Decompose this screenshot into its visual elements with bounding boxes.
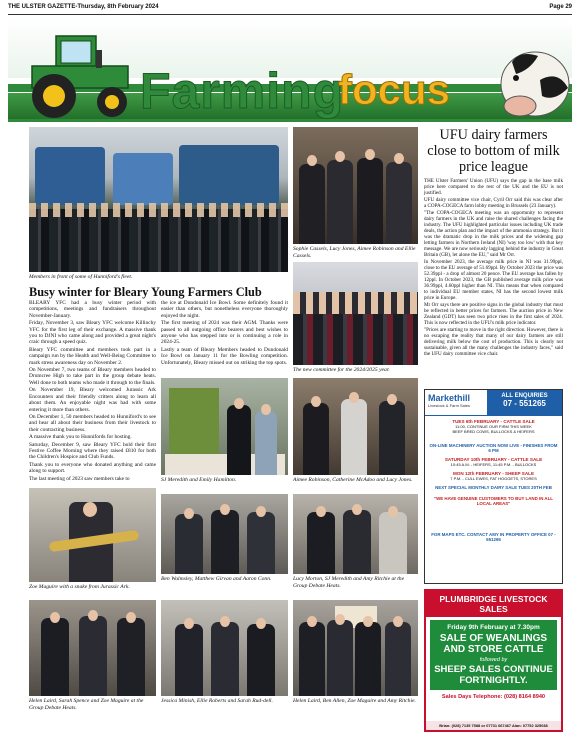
photo-ben-matthew-aaron bbox=[161, 494, 288, 574]
banner-title-farming: Farming bbox=[140, 63, 345, 119]
headline-ufu: UFU dairy farmers close to bottom of milk price league bbox=[427, 127, 560, 175]
plumbridge-contacts: Brian: (028) 7135 7588 or 07731 667467 Alan: 07752 325038 bbox=[426, 721, 561, 730]
page-header bbox=[8, 4, 572, 14]
farming-focus-banner bbox=[8, 18, 572, 122]
photo-jessica-ellie-sarah bbox=[161, 600, 288, 696]
plumbridge-sales-days: Sales Days Telephone: (028) 8164 8940 bbox=[441, 694, 546, 700]
photo-aimee-catherine-lucy bbox=[293, 378, 418, 475]
headline-bleary: Busy winter for Bleary Young Farmers Club bbox=[29, 285, 262, 299]
markethill-sale-list: TUES 6th FEBRUARY - CATTLE SALE 11:00, CONTINUE OUR FIRM THIS WEEK BEEF BRED COWS, BULLOCKS & HEIFERS ON-LINE MACHINERY AUCTION NOW LIVE - FINISHES FROM 6 PM SATURDAY 10th FEBRUARY - CATTLE SALE 10:45 A.M. - HEIFERS, 11:45 P.M. - BULLOCKS MON 12th FEBRUARY - SHEEP SALE 7 P.M. - CULL EWES, FAT HOGGETS, STORES NEXT SPECIAL MONTHLY DAIRY SALE TUES 20TH FEB "WE HAVE GENUINE CUSTOMERS TO BUY LAND IN ALL LOCAL AREAS" FOR MAPS ETC. CONTACT AMY IN PROPERTY OFFICE 07 - 551265 bbox=[429, 419, 558, 542]
banner-title-focus: focus bbox=[338, 66, 451, 113]
markethill-advert bbox=[424, 389, 563, 584]
caption-new-committee: The new committee for the 2024/2025 year. bbox=[293, 367, 390, 373]
bleary-article-col1: BLEARY YFC had a busy winter period with competitions, meetings and fundraisers throughout November-January. Friday, November 3, saw Bleary YFC welcome Killinchy YFC for the first leg of their exchange. A massive thank you to DJNI who came along and provided a great night's craic through a speed quiz. Bleary YFC committee and members took part in a campaign run by the Health and Well-Being Committee to mark stress awareness day on November 2. On November 7, two teams of Bleary members headed to Drumcree High to take part in the group debate heats. Well done to both teams who made it through to the finals. On November 19, Bleary welcomed Jurassic Ark Encounters and their friendly critters along to learn all about them. An enjoyable night was had with some entering it more than others. On December 1, 50 members headed to Hunniford's to see and hear all about their business from their livestock to their contracting business. A massive thank you to Hunnifords for hosting. Saturday, December 9, saw Bleary YFC hold their first Festive Coffee Morning where they raised £810 for both the Children's Hospice and Club Funds. Thank you to everyone who donated anything and came along to support. The last meeting of 2023 saw members take to bbox=[29, 300, 156, 482]
caption-sj-emily: SJ Meredith and Emily Hamilton. bbox=[161, 477, 237, 483]
caption-lucy-sj-amy: Lucy Morton, SJ Meredith and Amy Ritchie at the Group Debate Heats. bbox=[293, 576, 405, 589]
cow-illustration bbox=[490, 40, 572, 120]
caption-aimee-catherine-lucy: Aimee Robinson, Catherine McAdoo and Lucy Jones. bbox=[293, 477, 413, 483]
tractor-illustration bbox=[26, 28, 134, 120]
caption-four-girls: Sophie Cassels, Lucy Jones, Aimee Robinson and Ellie Cassels. bbox=[293, 246, 416, 259]
caption-helen-ben-zoe-amy: Helen Laird, Ben Allen, Zoe Maguire and Amy Ritchie. bbox=[293, 698, 416, 704]
photo-sj-emily bbox=[161, 378, 288, 475]
paper-name: THE ULSTER GAZETTE-Thursday, 8th February 2024 bbox=[8, 4, 159, 10]
photo-lucy-sj-amy bbox=[293, 494, 418, 574]
photo-members-fleet bbox=[29, 127, 288, 272]
page-number: Page 29 bbox=[549, 4, 572, 10]
photo-zoe-snake bbox=[29, 488, 156, 582]
caption-helen-sarah-zoe: Helen Laird, Sarah Spence and Zoe Maguire at the Group Debate Heats. bbox=[29, 698, 144, 711]
photo-helen-sarah-zoe bbox=[29, 600, 156, 696]
caption-jessica-ellie-sarah: Jessica Minish, Ellie Roberts and Sarah Rud-dell. bbox=[161, 698, 273, 704]
bleary-article-col2: the ice at Dundonald Ice Bowl. Some definitely found it easier than others, but nonetheless everyone thoroughly enjoyed the night. The first meeting of 2024 was their AGM. Thanks were passed to all outgoing office bearers and best wishes to anyone who has stepped into or is continuing a role in 2024-25. Lastly a team of Bleary Members headed to Dundonald Ice Bowl on January 11 for the Bowling competition. Unfortunately, Bleary missed out on striking the top spots. bbox=[161, 300, 288, 366]
photo-helen-ben-zoe-amy bbox=[293, 600, 418, 696]
markethill-enquiries: ALL ENQUIRIES 07 - 551265 bbox=[487, 390, 562, 415]
photo-four-girls bbox=[293, 127, 418, 244]
plumbridge-title: PLUMBRIDGE LIVESTOCK SALES bbox=[426, 591, 561, 617]
ufu-article: THE Ulster Farmers' Union (UFU) says the gap in the base milk price here compared to the rest of the UK and the EU is not justified. UFU dairy committee vice chair, Cyril Orr said this was clear after a COPA-COGECA farm lobby meeting in Brussels (23 January). "The COPA-COGECA meeting was an opportunity to represent dairy farmers in the UK and raise the shared challenges facing the industry. The UFU highlighted particular issues including UK trade deals, the action plan and the impact of the ammonia strategy. But it was the dramatic drop in the milk prices and the widening gap letting farmers in Northern Ireland (NI) 'way too low' with that key message. We are now seriously lagging behind the industry in Great Britain (GB), let alone the EU," said Mr Orr. In November 2023, the average milk price in NI was 31.99ppl, close to the EU average of 51.69ppl. By October 2023 the price was 52.39ppl - a drop of almost 20 pence. The EU average has fallen by 12ppl. In October 2023, the GB published average milk price was 36.99ppl, 4.60ppl higher than NI. This means that when compared to individual EU member states, NI has the second lowest milk price in Europe. Mr Orr says there are positive signs in the global industry that must be reflected in better prices for farmers. The auction price in New Zealand (GDT) has seen two price rises in the first sales of 2024. This is now reflected in the UFU's milk price indicator. "Prices are starting to move in the right direction. However, there is no escaping the reality that many of our dairy farmers are still delivering milk below the cost of production. This is clearly not sustainable, given all the many challenges the industry faces," said the UFU dairy committee vice chair. bbox=[424, 178, 563, 357]
plumbridge-sale-box: Friday 9th February at 7.30pm SALE OF WEANLINGS AND STORE CATTLE followed by SHEEP SALES CONTINUE FORTNIGHTLY. bbox=[430, 620, 557, 690]
caption-zoe-snake: Zoe Maguire with a snake from Jurassic Ark. bbox=[29, 584, 130, 590]
markethill-logo: Markethill Livestock & Farm Sales bbox=[428, 393, 471, 408]
plumbridge-advert bbox=[424, 589, 563, 732]
photo-new-committee bbox=[293, 262, 418, 365]
header-rule bbox=[8, 14, 572, 15]
caption-members-fleet: Members in front of some of Hunniford's fleet. bbox=[29, 274, 133, 280]
caption-ben-matthew-aaron: Ben Walmsley, Matthew Girvan and Aaron Conn. bbox=[161, 576, 272, 582]
